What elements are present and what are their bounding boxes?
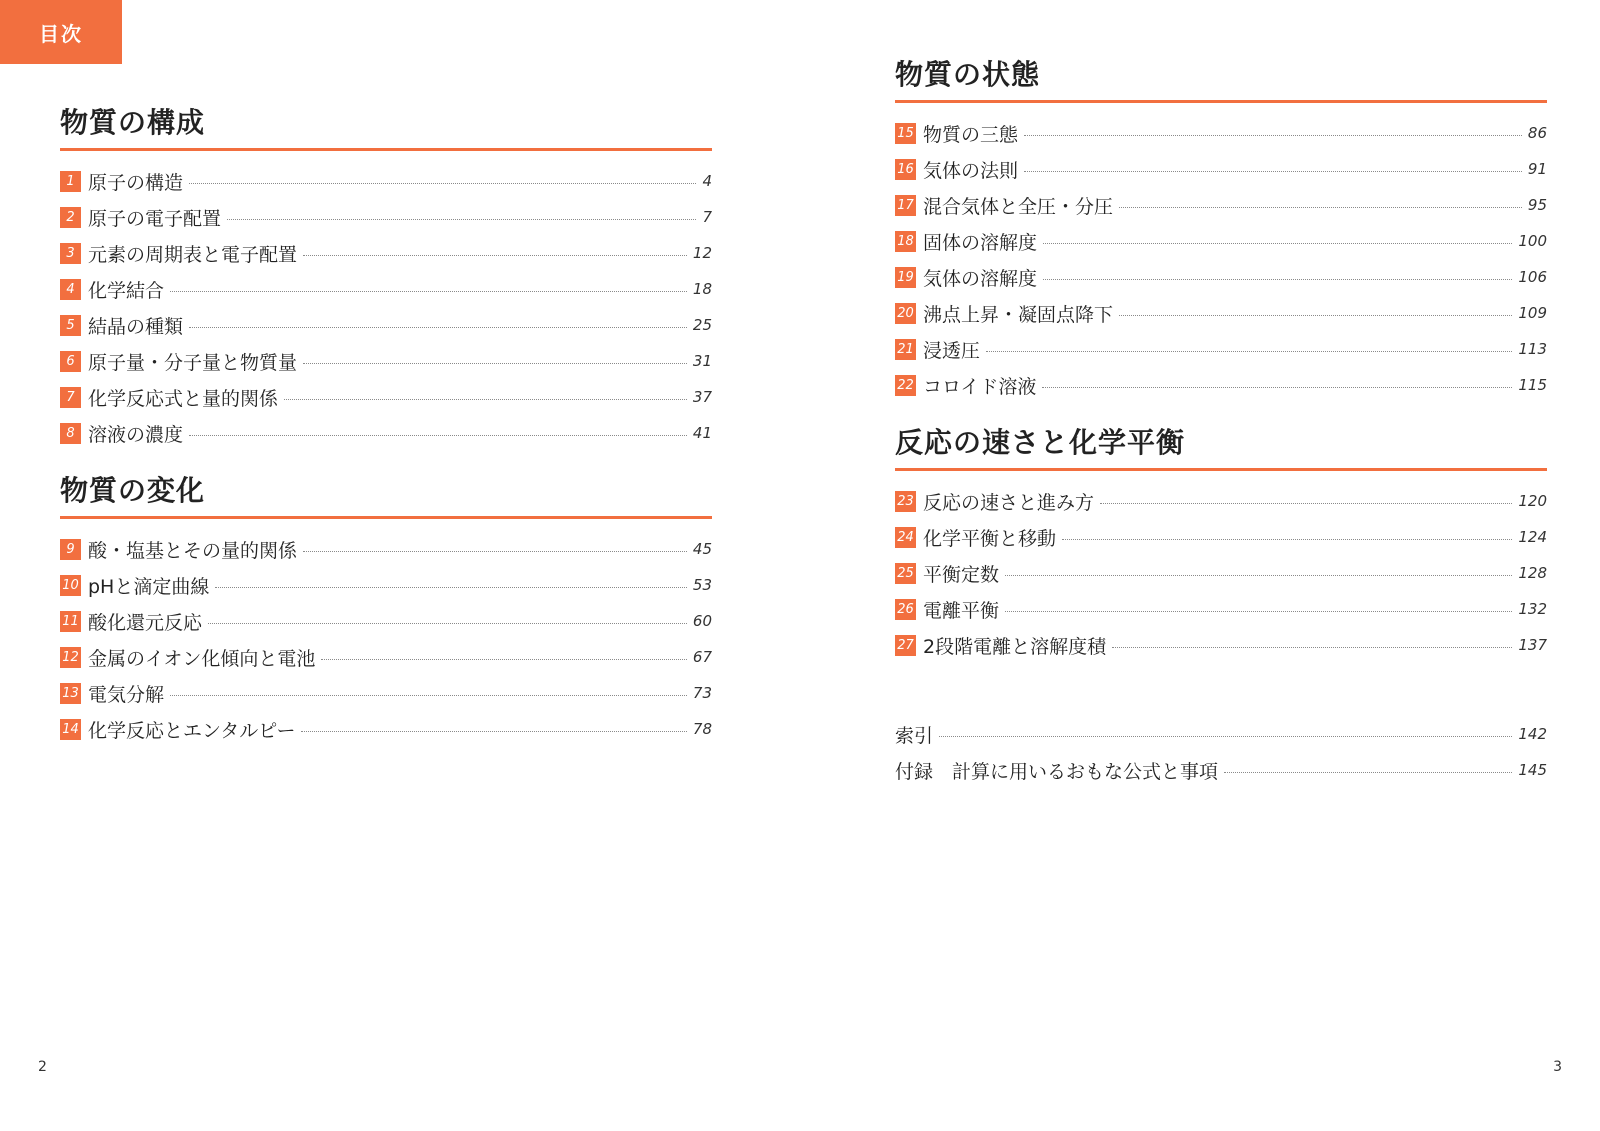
toc-entry[interactable] (60, 307, 712, 343)
page-number: 124 (1518, 528, 1547, 546)
page-number: 67 (692, 648, 712, 666)
toc-entry[interactable] (895, 259, 1547, 295)
section-title: 反応の速さと化学平衡 (895, 418, 1547, 471)
toc-entry[interactable] (60, 567, 712, 603)
toc-entry[interactable] (60, 675, 712, 711)
page-number: 45 (692, 540, 712, 558)
back-matter (895, 716, 1547, 788)
entry-title: 索引 (895, 724, 934, 747)
page-number: 37 (692, 388, 712, 406)
folio-left: 2 (38, 1059, 47, 1075)
page-number: 53 (692, 576, 712, 594)
chapter-number: 20 (895, 303, 916, 324)
page-number: 91 (1527, 160, 1547, 178)
toc-entry[interactable] (895, 483, 1547, 519)
toc-entry-index[interactable] (895, 716, 1547, 752)
leader-dots (189, 183, 696, 184)
leader-dots (1042, 387, 1512, 388)
toc-entry[interactable] (60, 235, 712, 271)
section-title: 物質の構成 (60, 98, 712, 151)
chapter-title: 原子量・分子量と物質量 (88, 351, 298, 374)
leader-dots (208, 623, 687, 624)
toc-entry[interactable] (895, 367, 1547, 403)
leader-dots (1024, 171, 1522, 172)
leader-dots (1062, 539, 1512, 540)
chapter-number: 17 (895, 195, 916, 216)
toc-entry[interactable] (60, 711, 712, 747)
toc-entry[interactable] (895, 295, 1547, 331)
page-number: 142 (1518, 725, 1547, 743)
page-number: 18 (692, 280, 712, 298)
chapter-number: 26 (895, 599, 916, 620)
page-number: 128 (1518, 564, 1547, 582)
page-number: 41 (692, 424, 712, 442)
chapter-title: 金属のイオン化傾向と電池 (88, 647, 316, 670)
leader-dots (1100, 503, 1512, 504)
chapter-number: 5 (60, 315, 81, 336)
toc-entry[interactable] (60, 639, 712, 675)
chapter-number: 12 (60, 647, 81, 668)
chapter-number: 18 (895, 231, 916, 252)
toc-entry[interactable] (60, 603, 712, 639)
leader-dots (1224, 772, 1512, 773)
toc-entry[interactable] (895, 187, 1547, 223)
chapter-title: 反応の速さと進み方 (923, 491, 1095, 514)
section-equilibrium (895, 418, 1547, 663)
toc-entry[interactable] (895, 223, 1547, 259)
page-number: 106 (1518, 268, 1547, 286)
toc-entry[interactable] (60, 531, 712, 567)
chapter-title: 2段階電離と溶解度積 (923, 635, 1107, 658)
entry-title: 付録 計算に用いるおもな公式と事項 (895, 760, 1219, 783)
chapter-title: 固体の溶解度 (923, 231, 1038, 254)
leader-dots (321, 659, 686, 660)
page-number: 120 (1518, 492, 1547, 510)
chapter-number: 3 (60, 243, 81, 264)
chapter-number: 8 (60, 423, 81, 444)
section-title: 物質の状態 (895, 50, 1547, 103)
toc-entry[interactable] (60, 379, 712, 415)
leader-dots (1119, 207, 1522, 208)
leader-dots (215, 587, 687, 588)
folio-right: 3 (1553, 1059, 1562, 1075)
chapter-title: 原子の構造 (88, 171, 184, 194)
leader-dots (189, 327, 687, 328)
chapter-title: 浸透圧 (923, 339, 981, 362)
leader-dots (227, 219, 696, 220)
leader-dots (1024, 135, 1522, 136)
chapter-number: 14 (60, 719, 81, 740)
chapter-title: 気体の溶解度 (923, 267, 1038, 290)
toc-entry[interactable] (60, 343, 712, 379)
leader-dots (284, 399, 687, 400)
chapter-title: pHと滴定曲線 (88, 575, 210, 598)
chapter-number: 16 (895, 159, 916, 180)
chapter-number: 23 (895, 491, 916, 512)
chapter-number: 24 (895, 527, 916, 548)
chapter-title: 酸化還元反応 (88, 611, 203, 634)
chapter-number: 9 (60, 539, 81, 560)
leader-dots (1112, 647, 1512, 648)
chapter-title: 化学結合 (88, 279, 165, 302)
page-number: 78 (692, 720, 712, 738)
toc-entry[interactable] (60, 163, 712, 199)
page-number: 60 (692, 612, 712, 630)
page-number: 4 (702, 172, 712, 190)
section-entries (895, 115, 1547, 403)
chapter-title: 混合気体と全圧・分圧 (923, 195, 1114, 218)
chapter-title: 平衡定数 (923, 563, 1000, 586)
leader-dots (301, 731, 686, 732)
chapter-title: 元素の周期表と電子配置 (88, 243, 298, 266)
chapter-title: 溶液の濃度 (88, 423, 184, 446)
section-entries (60, 163, 712, 451)
section-entries (895, 483, 1547, 663)
leader-dots (939, 736, 1512, 737)
page-number: 25 (692, 316, 712, 334)
page-number: 31 (692, 352, 712, 370)
chapter-number: 7 (60, 387, 81, 408)
leader-dots (170, 695, 687, 696)
section-composition (60, 98, 712, 451)
page-number: 109 (1518, 304, 1547, 322)
chapter-title: 原子の電子配置 (88, 207, 222, 230)
chapter-number: 21 (895, 339, 916, 360)
chapter-number: 1 (60, 171, 81, 192)
toc-entry[interactable] (60, 199, 712, 235)
leader-dots (1005, 575, 1512, 576)
leader-dots (189, 435, 687, 436)
chapter-title: 化学反応式と量的関係 (88, 387, 279, 410)
chapter-title: 気体の法則 (923, 159, 1019, 182)
chapter-title: 酸・塩基とその量的関係 (88, 539, 298, 562)
chapter-number: 4 (60, 279, 81, 300)
chapter-number: 2 (60, 207, 81, 228)
chapter-title: 電気分解 (88, 683, 165, 706)
toc-entry[interactable] (895, 331, 1547, 367)
leader-dots (1005, 611, 1512, 612)
chapter-number: 13 (60, 683, 81, 704)
toc-entry-appendix[interactable] (895, 752, 1547, 788)
chapter-title: コロイド溶液 (923, 375, 1037, 398)
toc-entry[interactable] (60, 415, 712, 451)
toc-entry[interactable] (895, 115, 1547, 151)
toc-entry[interactable] (895, 151, 1547, 187)
leader-dots (986, 351, 1512, 352)
toc-entry[interactable] (895, 591, 1547, 627)
section-change (60, 466, 712, 747)
chapter-number: 11 (60, 611, 81, 632)
page-number: 95 (1527, 196, 1547, 214)
page-number: 7 (702, 208, 712, 226)
page-number: 145 (1518, 761, 1547, 779)
toc-tab-label: 目次 (39, 21, 83, 46)
chapter-number: 6 (60, 351, 81, 372)
toc-entry[interactable] (895, 627, 1547, 663)
page-number: 115 (1518, 376, 1547, 394)
chapter-number: 27 (895, 635, 916, 656)
chapter-title: 沸点上昇・凝固点降下 (923, 303, 1114, 326)
page-number: 113 (1518, 340, 1547, 358)
leader-dots (170, 291, 687, 292)
chapter-title: 電離平衡 (923, 599, 1000, 622)
chapter-number: 10 (60, 575, 81, 596)
section-entries (60, 531, 712, 747)
section-title: 物質の変化 (60, 466, 712, 519)
page-number: 137 (1518, 636, 1547, 654)
chapter-number: 15 (895, 123, 916, 144)
toc-entry[interactable] (895, 519, 1547, 555)
chapter-number: 25 (895, 563, 916, 584)
page-number: 12 (692, 244, 712, 262)
leader-dots (303, 363, 687, 364)
section-state (895, 50, 1547, 403)
chapter-number: 22 (895, 375, 916, 396)
leader-dots (1119, 315, 1512, 316)
chapter-title: 化学反応とエンタルピー (88, 719, 296, 742)
leader-dots (303, 255, 687, 256)
page-number: 73 (692, 684, 712, 702)
page-number: 86 (1527, 124, 1547, 142)
chapter-number: 19 (895, 267, 916, 288)
chapter-title: 化学平衡と移動 (923, 527, 1057, 550)
leader-dots (1043, 279, 1512, 280)
chapter-title: 結晶の種類 (88, 315, 184, 338)
leader-dots (1043, 243, 1512, 244)
chapter-title: 物質の三態 (923, 123, 1019, 146)
toc-tab (0, 0, 122, 64)
toc-entry[interactable] (895, 555, 1547, 591)
page-number: 132 (1518, 600, 1547, 618)
toc-entry[interactable] (60, 271, 712, 307)
leader-dots (303, 551, 687, 552)
page-number: 100 (1518, 232, 1547, 250)
